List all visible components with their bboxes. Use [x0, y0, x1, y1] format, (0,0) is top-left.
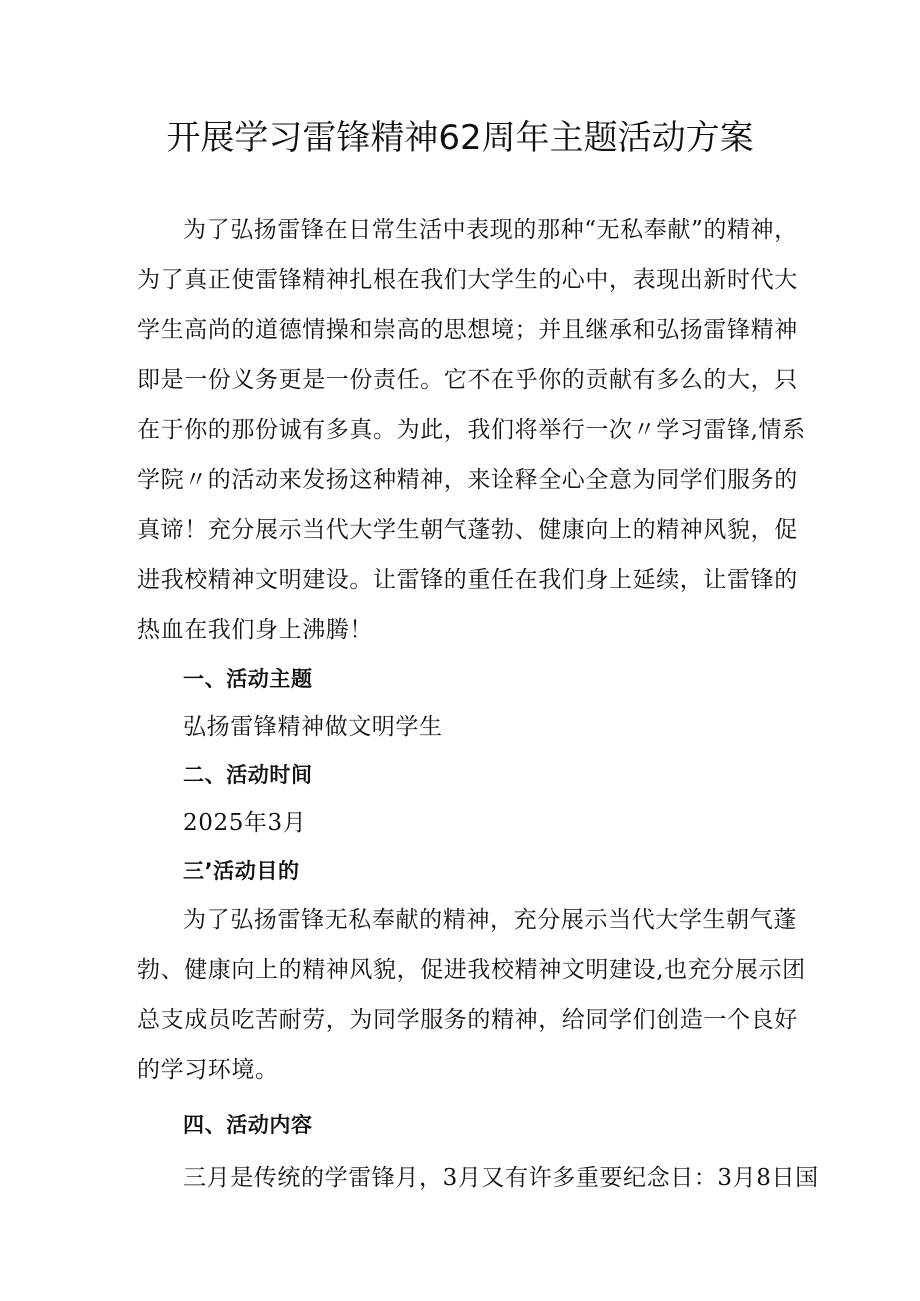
section-3-line-1: 为了弘扬雷锋无私奉献的精神，充分展示当代大学生朝气蓬 — [183, 907, 797, 933]
intro-line-9: 热血在我们身上沸腾！ — [137, 617, 373, 643]
intro-line-5: 在于你的那份诚有多真。为此，我们将举行一次〃学习雷锋,情系 — [137, 417, 806, 443]
section-3-line-2: 勃、健康向上的精神风貌，促进我校精神文明建设,也充分展示团 — [137, 957, 806, 983]
intro-line-3: 学生高尚的道德情操和崇高的思想境；并且继承和弘扬雷锋精神 — [137, 317, 798, 343]
section-3-line-3: 总支成员吃苦耐劳，为同学服务的精神，给同学们创造一个良好 — [137, 1007, 798, 1033]
intro-line-8: 进我校精神文明建设。让雷锋的重任在我们身上延续，让雷锋的 — [137, 567, 798, 593]
section-1-heading: 一、活动主题 — [183, 667, 313, 691]
section-2-heading: 二、活动时间 — [183, 763, 313, 787]
section-3-line-4: 的学习环境。 — [137, 1057, 279, 1083]
intro-line-6: 学院〃的活动来发扬这种精神，来诠释全心全意为同学们服务的 — [137, 467, 798, 493]
section-1-content: 弘扬雷锋精神做文明学生 — [183, 714, 443, 740]
section-4-line-1: 三月是传统的学雷锋月，3月又有许多重要纪念日：3月8日国 — [183, 1165, 819, 1191]
document-title: 开展学习雷锋精神62周年主题活动方案 — [166, 118, 754, 158]
intro-line-7: 真谛！充分展示当代大学生朝气蓬勃、健康向上的精神风貌，促 — [137, 517, 798, 543]
intro-line-4: 即是一份义务更是一份责任。它不在乎你的贡献有多么的大，只 — [137, 367, 798, 393]
section-2-content: 2025年3月 — [183, 810, 307, 836]
intro-line-2: 为了真正使雷锋精神扎根在我们大学生的心中，表现出新时代大 — [137, 267, 798, 293]
intro-line-1: 为了弘扬雷锋在日常生活中表现的那种“无私奉献”的精神， — [183, 217, 798, 243]
section-3-heading: 三’活动目的 — [183, 859, 300, 883]
section-4-heading: 四、活动内容 — [183, 1113, 313, 1137]
